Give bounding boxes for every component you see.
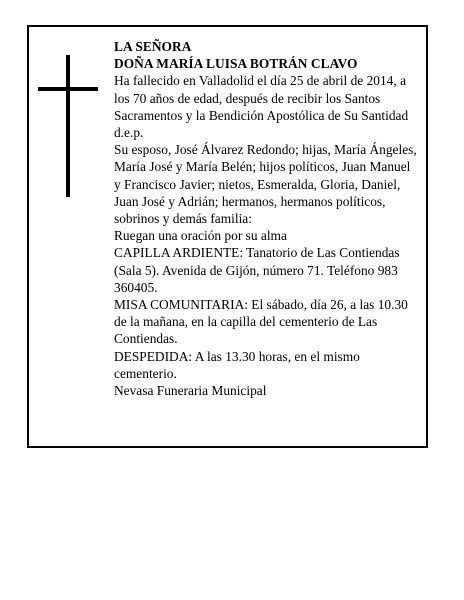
cross-horizontal-bar <box>38 87 98 91</box>
deceased-name: DOÑA MARÍA LUISA BOTRÁN CLAVO <box>114 56 358 72</box>
funeral-home: Nevasa Funeraria Municipal <box>114 383 267 399</box>
death-announcement: Ha fallecido en Valladolid el día 25 de abril de 2014, a los 70 años de edad, después de recibir los Santos Sacramentos y la Bendición Apostólica de Su Santidad d.e.p. <box>114 73 409 141</box>
prayer-request: Ruegan una oración por su alma <box>114 228 287 244</box>
obituary-text <box>114 38 420 399</box>
chapel-info: CAPILLA ARDIENTE: Tanatorio de Las Contiendas (Sala 5). Avenida de Gijón, número 71. Teléfono 983 360405. <box>114 245 400 295</box>
cross-vertical-bar <box>66 55 70 197</box>
mass-info: MISA COMUNITARIA: El sábado, día 26, a las 10.30 de la mañana, en la capilla del cementerio de Las Contiendas. <box>114 297 408 347</box>
latin-cross-icon <box>38 55 98 197</box>
farewell-info: DESPEDIDA: A las 13.30 horas, en el mismo cementerio. <box>114 348 360 381</box>
family-list: Su esposo, José Álvarez Redondo; hijas, María Ángeles, María José y María Belén; hijos políticos, Juan Manuel y Francisco Javier; nietos, Esmeralda, Gloria, Daniel, Juan José y Adrián; hermanos, hermanos políticos, sobrinos y demás familia: <box>114 142 417 227</box>
deceased-title: LA SEÑORA <box>114 39 192 54</box>
